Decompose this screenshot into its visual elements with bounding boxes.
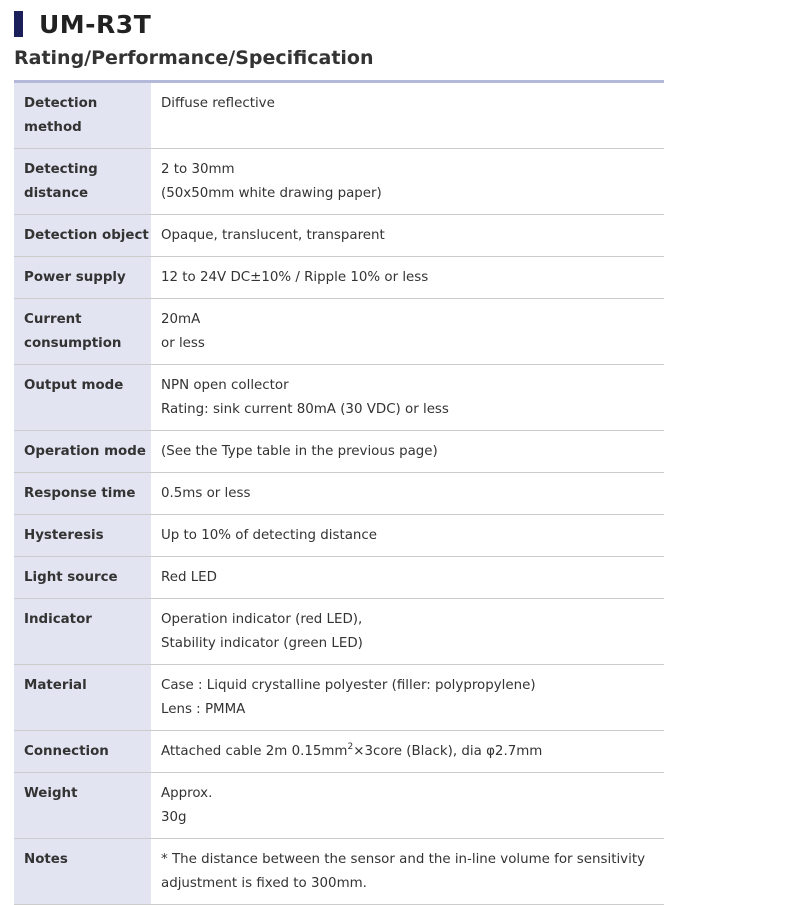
- spec-label: [14, 473, 151, 515]
- spec-value: [151, 431, 664, 473]
- spec-label-line: method: [24, 120, 82, 135]
- spec-label-line: Response time: [24, 486, 136, 501]
- table-row: [14, 599, 664, 665]
- spec-label-line: Detection: [24, 96, 98, 111]
- spec-value: [151, 839, 664, 905]
- table-row: [14, 773, 664, 839]
- table-row: [14, 257, 664, 299]
- spec-label-line: distance: [24, 186, 89, 201]
- spec-label-line: consumption: [24, 336, 122, 351]
- spec-value-line: Rating: sink current 80mA (30 VDC) or less: [161, 402, 449, 417]
- table-row: [14, 473, 664, 515]
- page-title: [14, 8, 151, 40]
- table-row: [14, 839, 664, 905]
- spec-label-line: Material: [24, 678, 87, 693]
- spec-label: [14, 365, 151, 431]
- spec-value-line: 30g: [161, 810, 187, 825]
- spec-label-line: Power supply: [24, 270, 126, 285]
- spec-value: [151, 665, 664, 731]
- spec-value: [151, 299, 664, 365]
- table-row: [14, 215, 664, 257]
- spec-value-line: or less: [161, 336, 205, 351]
- spec-value-line: Red LED: [161, 570, 217, 585]
- spec-value: [151, 515, 664, 557]
- table-row: [14, 515, 664, 557]
- spec-label-line: Notes: [24, 852, 68, 867]
- title-accent-bar: [14, 11, 23, 37]
- spec-value-line: Approx.: [161, 786, 213, 801]
- spec-value-line: (50x50mm white drawing paper): [161, 186, 382, 201]
- spec-label-line: Current: [24, 312, 82, 327]
- spec-table: [14, 80, 664, 905]
- spec-value-line: Diffuse reflective: [161, 96, 275, 111]
- table-row: [14, 82, 664, 149]
- spec-label: [14, 257, 151, 299]
- spec-value-line: (See the Type table in the previous page): [161, 444, 438, 459]
- spec-value: [151, 215, 664, 257]
- spec-label: [14, 665, 151, 731]
- spec-value: [151, 82, 664, 149]
- table-row: [14, 731, 664, 773]
- spec-value-line: Opaque, translucent, transparent: [161, 228, 385, 243]
- spec-value-line: Operation indicator (red LED),: [161, 612, 363, 627]
- spec-value-line: NPN open collector: [161, 378, 289, 393]
- spec-label: [14, 149, 151, 215]
- spec-label-line: Hysteresis: [24, 528, 104, 543]
- spec-value: [151, 599, 664, 665]
- spec-label: [14, 773, 151, 839]
- table-row: [14, 299, 664, 365]
- table-row: [14, 365, 664, 431]
- spec-value-line: * The distance between the sensor and the in-line volume for sensitivity: [161, 852, 645, 867]
- spec-value: [151, 557, 664, 599]
- table-row: [14, 557, 664, 599]
- spec-value: [151, 149, 664, 215]
- spec-value-line: Case : Liquid crystalline polyester (filler: polypropylene): [161, 678, 536, 693]
- spec-label-line: Connection: [24, 744, 109, 759]
- spec-label-line: Weight: [24, 786, 78, 801]
- spec-label-line: Indicator: [24, 612, 92, 627]
- spec-label: [14, 299, 151, 365]
- spec-label-line: Detecting: [24, 162, 98, 177]
- spec-label-line: Light source: [24, 570, 118, 585]
- spec-value: [151, 257, 664, 299]
- spec-value-line: 0.5ms or less: [161, 486, 251, 501]
- connection-value: [161, 740, 664, 764]
- spec-label-line: Output mode: [24, 378, 124, 393]
- spec-label: [14, 599, 151, 665]
- table-row: [14, 431, 664, 473]
- spec-label: [14, 557, 151, 599]
- connection-text-after: ×3core (Black), dia φ2.7mm: [353, 744, 543, 759]
- product-title: UM-R3T: [39, 9, 152, 39]
- spec-value-line: Lens : PMMA: [161, 702, 246, 717]
- spec-value-line: adjustment is fixed to 300mm.: [161, 876, 367, 891]
- spec-label: [14, 82, 151, 149]
- spec-value-line: 20mA: [161, 312, 201, 327]
- spec-label: [14, 515, 151, 557]
- spec-label: [14, 731, 151, 773]
- spec-value: [151, 473, 664, 515]
- spec-value-line: Stability indicator (green LED): [161, 636, 363, 651]
- connection-superscript: 2: [347, 742, 354, 752]
- spec-label-line: Detection object: [24, 228, 149, 243]
- spec-value: [151, 365, 664, 431]
- spec-label: [14, 839, 151, 905]
- spec-label-line: Operation mode: [24, 444, 146, 459]
- spec-label: [14, 215, 151, 257]
- spec-value: [151, 731, 664, 773]
- connection-text-before: Attached cable 2m 0.15mm: [161, 744, 348, 759]
- table-row: [14, 149, 664, 215]
- spec-value-line: Up to 10% of detecting distance: [161, 528, 377, 543]
- spec-value-line: 2 to 30mm: [161, 162, 235, 177]
- spec-value: [151, 773, 664, 839]
- section-subtitle: Rating/Performance/Specification: [14, 47, 374, 69]
- spec-label: [14, 431, 151, 473]
- table-row: [14, 665, 664, 731]
- spec-value-line: 12 to 24V DC±10% / Ripple 10% or less: [161, 270, 429, 285]
